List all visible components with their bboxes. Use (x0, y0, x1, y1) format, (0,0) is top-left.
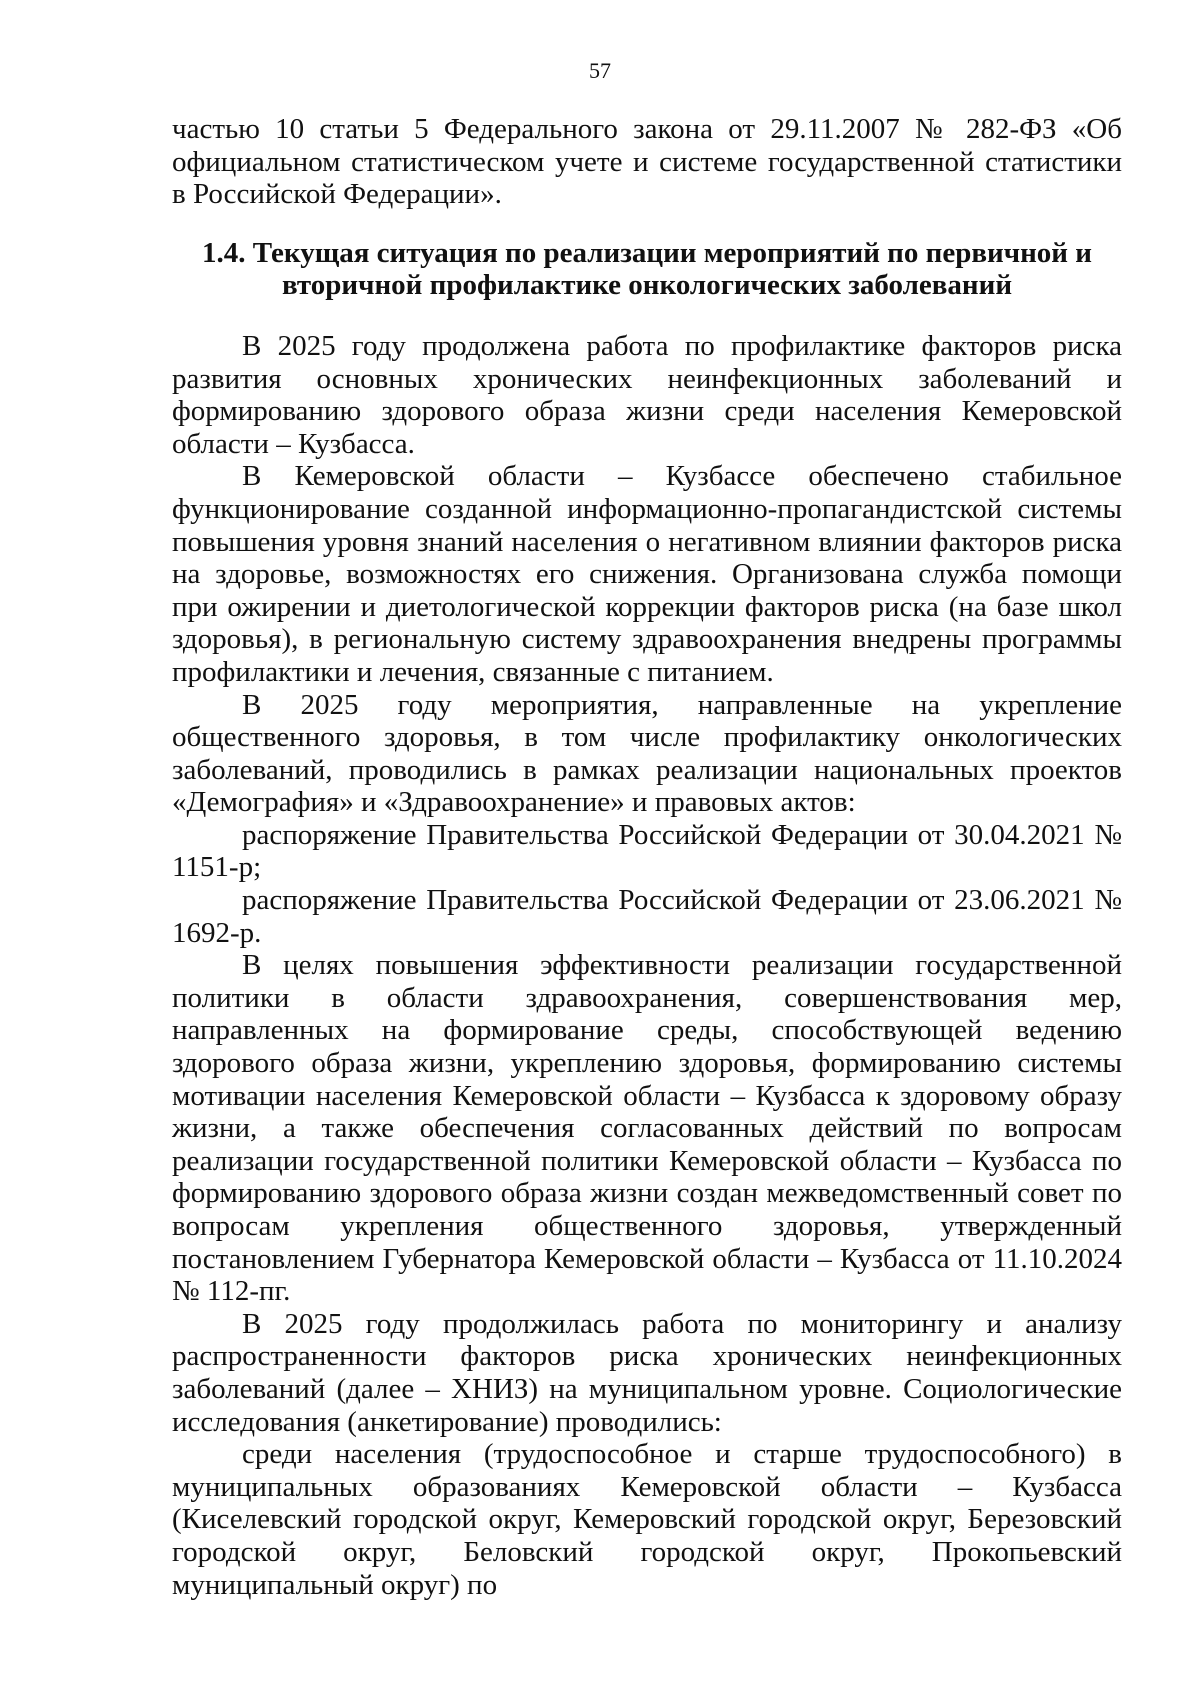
section-heading: 1.4. Текущая ситуация по реализации мероприятий по первичной и вторичной профилактике онкологических заболеваний (202, 236, 1092, 302)
paragraph-info-system: В Кемеровской области – Кузбассе обеспечено стабильное функционирование созданной информационно-пропагандистской системы повышения уровня знаний населения о негативном влиянии факторов риска на здоровье, возможностях его снижения. Организована служба помощи при ожирении и диетологической коррекции факторов риска (на базе школ здоровья), в региональную систему здравоохранения внедрены программы профилактики и лечения, связанные с питанием. (172, 460, 1122, 688)
list-item-order-1692: распоряжение Правительства Российской Федерации от 23.06.2021 № 1692-р. (172, 884, 1122, 949)
paragraph-national-projects: В 2025 году мероприятия, направленные на укрепление общественного здоровья, в том числе профилактику онкологических заболеваний, проводились в рамках реализации национальных проектов «Демография» и «Здравоохранение» и правовых актов: (172, 688, 1122, 819)
paragraph-risk-monitoring: В 2025 году продолжилась работа по мониторингу и анализу распространенности факторов риска хронических неинфекционных заболеваний (далее – ХНИЗ) на муниципальном уровне. Социологические исследования (анкетирование) проводились: (172, 1307, 1122, 1438)
paragraph-prevention-work: В 2025 году продолжена работа по профилактике факторов риска развития основных хронических неинфекционных заболеваний и формированию здорового образа жизни среди населения Кемеровской области – Кузбасса. (172, 329, 1122, 460)
intro-paragraph: частью 10 статьи 5 Федерального закона от 29.11.2007 № 282-ФЗ «Об официальном статистическом учете и системе государственной статистики в Российской Федерации». (172, 113, 1122, 211)
list-item-population-survey: среди населения (трудоспособное и старше трудоспособного) в муниципальных образованиях Кемеровской области – Кузбасса (Киселевский городской округ, Кемеровский городской округ, Березовский городской округ, Беловский городской округ, Прокопьевский муниципальный округ) по (172, 1438, 1122, 1601)
paragraph-interagency-council: В целях повышения эффективности реализации государственной политики в области здравоохранения, совершенствования мер, направленных на формирование среды, способствующей ведению здорового образа жизни, укреплению здоровья, формированию системы мотивации населения Кемеровской области – Кузбасса к здоровому образу жизни, а также обеспечения согласованных действий по вопросам реализации государственной политики Кемеровской области – Кузбасса по формированию здорового образа жизни создан межведомственный совет по вопросам укрепления общественного здоровья, утвержденный постановлением Губернатора Кемеровской области – Кузбасса от 11.10.2024 № 112-пг. (172, 949, 1122, 1308)
page-number: 57 (589, 58, 611, 83)
document-body (172, 113, 1122, 1601)
list-item-order-1151: распоряжение Правительства Российской Федерации от 30.04.2021 № 1151-р; (172, 818, 1122, 884)
